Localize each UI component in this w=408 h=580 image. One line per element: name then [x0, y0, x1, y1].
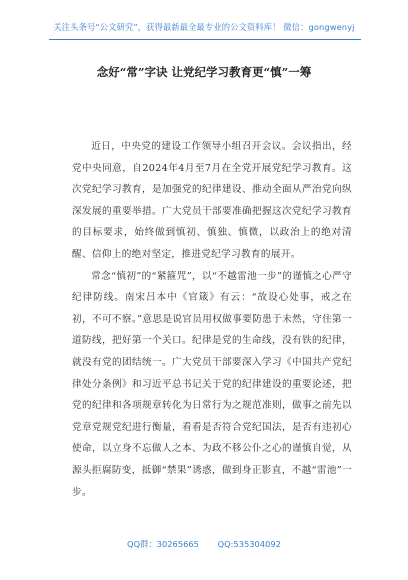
footer-qq-group: QQ群：30265665: [127, 539, 199, 549]
paragraph-2: 常念“慎初”的“紧箍咒”，以“不越雷池一步”的谨慎之心严守纪律防线。南宋吕本中《官箴》有云：“故设心处事，戒之在初，不可不察。”意思是说官员用权做事要防患于未然，守住第一道防线，把好第一个关口。纪律是党的生命线，没有铁的纪律，就没有党的团结统一。广大党员干部要深入学习《中国共产党纪律处分条例》和习近平总书记关于党的纪律建设的重要论述，把党的纪律和各项规章转化为日常行为之规范准则，做事之前先以党章党规党纪进行衡量，看看是否符合党纪国法，是否有违初心使命，以立身不忘做人之本、为政不移公仆之心的谨慎自觉，从源头拒腐防变，抵御“禁果”诱惑，做到身正影直，不越“雷池”一步。: [72, 270, 352, 498]
document-body: [72, 136, 352, 503]
header-divider: [49, 39, 361, 40]
footer-qq-number: QQ:535304092: [217, 539, 281, 549]
paragraph-1: 近日，中央党的建设工作领导小组召开会议。会议指出，经党中央同意，自2024年4月至7月在全党开展党纪学习教育。这次党纪学习教育，是加强党的纪律建设、推动全面从严治党向纵深发展的重要举措。广大党员干部要准确把握这次党纪学习教育的目标要求，始终做到慎初、慎独、慎微，以政治上的绝对清醒、信仰上的绝对坚定，推进党纪学习教育的展开。: [72, 141, 352, 260]
header-note: 关注头条号“公文研究”，获得最新最全最专业的公文资料库！ 微信：gongwenyj: [53, 22, 355, 32]
footer: [0, 538, 408, 550]
document-title: 念好“常”字诀 让党纪学习教育更“慎”一筹: [96, 65, 312, 79]
